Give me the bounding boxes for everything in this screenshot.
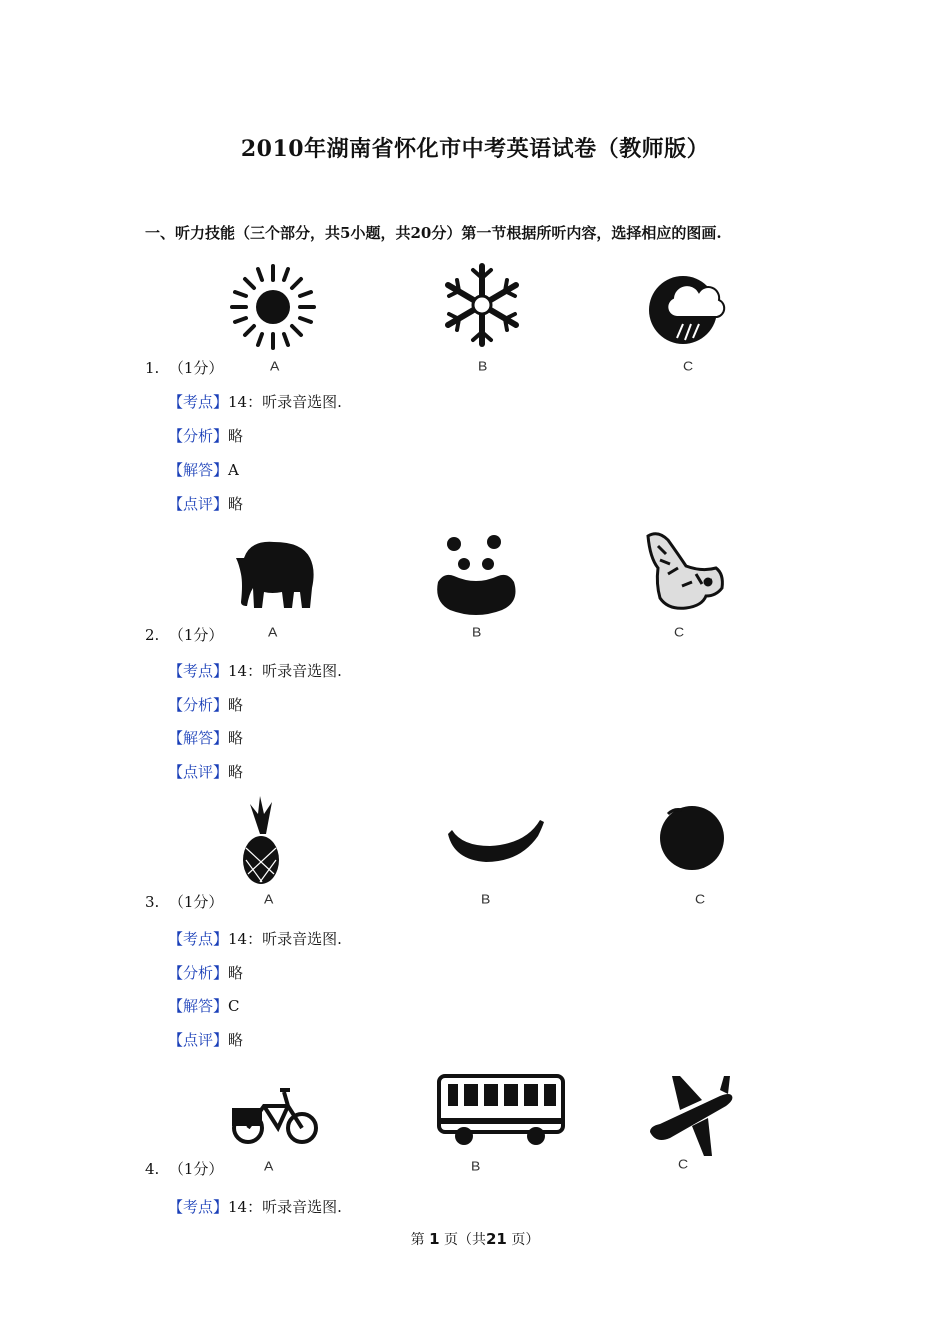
- question-score: （1分）: [168, 1160, 224, 1178]
- option-label: B: [478, 358, 488, 374]
- option-label: A: [270, 358, 280, 374]
- question-number: 3.: [145, 893, 160, 911]
- cloud-rain-icon: [643, 262, 733, 352]
- option-label: C: [683, 358, 694, 374]
- tiger-icon: [638, 526, 728, 616]
- sun-icon: [228, 262, 318, 352]
- answer-jieda: 【解答】A: [168, 461, 239, 479]
- option-label: B: [481, 891, 491, 907]
- elephant-icon: [230, 528, 320, 618]
- panda-icon: [432, 530, 522, 620]
- answer-fenxi: 【分析】略: [168, 964, 244, 982]
- question-score: （1分）: [168, 893, 224, 911]
- option-label: B: [471, 1158, 481, 1174]
- question-score: （1分）: [168, 359, 224, 377]
- answer-kaodian: 【考点】14：听录音选图.: [168, 662, 342, 680]
- document-title: 2010年湖南省怀化市中考英语试卷（教师版）: [240, 136, 710, 162]
- question-number: 1.: [145, 359, 160, 377]
- option-label: C: [678, 1156, 689, 1172]
- answer-kaodian: 【考点】14：听录音选图.: [168, 930, 342, 948]
- option-label: A: [268, 624, 278, 640]
- page-total: 21: [486, 1230, 507, 1248]
- answer-dianping: 【点评】略: [168, 495, 244, 513]
- snowflake-icon: [437, 260, 527, 350]
- answer-dianping: 【点评】略: [168, 1031, 244, 1049]
- option-label: C: [695, 891, 706, 907]
- option-label: A: [264, 1158, 274, 1174]
- option-label: C: [674, 624, 685, 640]
- bicycle-icon: [230, 1066, 320, 1156]
- banana-icon: [440, 798, 530, 888]
- airplane-icon: [646, 1072, 736, 1162]
- answer-dianping: 【点评】略: [168, 763, 244, 781]
- orange-icon: [648, 794, 738, 884]
- answer-jieda: 【解答】略: [168, 729, 244, 747]
- page-footer: 第 1 页（共21 页）: [410, 1230, 540, 1248]
- answer-fenxi: 【分析】略: [168, 427, 244, 445]
- option-label: B: [472, 624, 482, 640]
- pineapple-icon: [216, 796, 306, 886]
- answer-kaodian: 【考点】14：听录音选图.: [168, 393, 342, 411]
- bus-icon: [436, 1066, 566, 1156]
- page-number: 1: [429, 1230, 440, 1248]
- question-number: 2.: [145, 626, 160, 644]
- question-score: （1分）: [168, 626, 224, 644]
- question-number: 4.: [145, 1160, 160, 1178]
- option-label: A: [264, 891, 274, 907]
- section-heading: 一、听力技能（三个部分，共5小题，共20分）第一节根据所听内容，选择相应的图画.: [145, 224, 722, 242]
- answer-kaodian: 【考点】14：听录音选图.: [168, 1198, 342, 1216]
- answer-fenxi: 【分析】略: [168, 696, 244, 714]
- answer-jieda: 【解答】C: [168, 997, 240, 1015]
